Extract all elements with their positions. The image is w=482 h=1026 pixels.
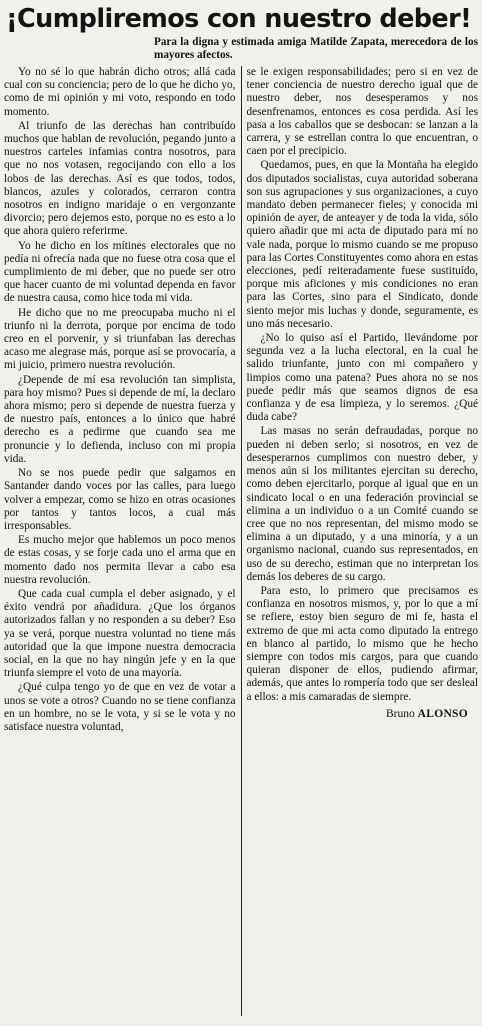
- paragraph: Al triunfo de las derechas han contribuído muchos que hablan de revolución, pegando junto a nuestros carteles infamias contra nosotros, para que no nos votasen, regocijando con ello a los lobos de las derechas. Así es que todos, todos, blancos, azules y colorados, cerraron contra nosotros en indigno maridaje o en vergonzante divorcio; pero dejemos esto, porque no es esto a lo que ahora quiero referirme.: [4, 119, 236, 238]
- paragraph: Las masas no serán defraudadas, porque no pueden ni deben serlo; si nosotros, en vez de desesperarnos cumplimos con nuestro deber, y menos aún si los militantes ejercitan su derecho, como deben ejercitarlo, porque al igual que en un sindicato local o en una federación provincial se elimina a un individuo o a un Comité cuando se cree que no nos representan, del mismo modo se elimina a un diputado, y a una minoría, y a un organismo nacional, cuando sus representados, en uso de su derecho, estiman que no interpretan los demás los deberes de su cargo.: [246, 425, 478, 583]
- column-divider: [241, 66, 242, 1016]
- article-dedication: Para la digna y estimada amiga Matilde Zapata, merecedora de los mayores afectos.: [154, 36, 478, 61]
- paragraph: Es mucho mejor que hablemos un poco menos de estas cosas, y se forje cada uno el arma que en momento dado nos permita llevar a cabo esa nuestra revolución.: [4, 534, 236, 586]
- author-first-name: Bruno: [386, 707, 415, 720]
- paragraph: Para esto, lo primero que precisamos es confianza en nosotros mismos, y, por lo que a mí se refiere, estoy bien seguro de mi fe, hasta el extremo de que mi acta como diputado la entrego en blanco al partido, lo mismo que he hecho siempre con todos mis cargos, para que cuando quieran disponer de ellos, pudiendo afirmar, además, que antes lo rompería todo que ser desleal a ellos: a mis camaradas de siempre.: [246, 584, 478, 703]
- paragraph: No se nos puede pedir que salgamos en Santander dando voces por las calles, para luego volver a empezar, como se hizo en otras ocasiones por tantos y tantos locos, a cual más irresponsables.: [4, 467, 236, 532]
- left-column: [4, 66, 236, 1026]
- paragraph: Quedamos, pues, en que la Montaña ha elegido dos diputados socialistas, cuya autoridad soberana son sus agrupaciones y sus organizaciones, a cuyo mandato deben permanecer fieles; y conocida mi opinión de ayer, de anteayer y de toda la vida, sólo quiero añadir que mi acta de diputado para mí no vale nada, porque lo mismo cuando se me propuso para las Cortes Constituyentes como ahora en estas elecciones, pedí reiteradamente fuese sustituído, porque mis aficiones y mis condiciones no eran para las Cortes, sino para el Sindicato, donde siento mejor mis luchas y donde, seguramente, es uno más necesario.: [246, 159, 478, 330]
- author-surname: ALONSO: [417, 707, 468, 720]
- paragraph: He dicho que no me preocupaba mucho ni el triunfo ni la derrota, porque por encima de todo creo en el porvenir, y si triunfaban las derechas acaso me alegrase más, porque así se provocaría, a mi juicio, primero nuestra revolución.: [4, 306, 236, 372]
- article-headline: ¡Cumpliremos con nuestro deber!: [6, 4, 472, 34]
- paragraph: ¿Qué culpa tengo yo de que en vez de votar a unos se vote a otros? Cuando no se tiene confianza en un hombre, no se le vota, y si se le vota y no satisface nuestra voluntad,: [4, 681, 236, 733]
- article-columns: [4, 66, 478, 1026]
- paragraph: se le exigen responsabilidades; pero si en vez de tener conciencia de nuestro derecho igual que de nuestro deber, nos desesperamos y nos desenfrenamos, entonces es cosa perdida. Así les pasa a los caballos que se desbocan: se lanzan a la carrera, y se estrellan contra lo que encuentran, o caen por el precipicio.: [246, 66, 478, 158]
- paragraph: Que cada cual cumpla el deber asignado, y el éxito vendrá por añadidura. ¿Que los órganos autorizados fallan y no responden a su deber? Eso ya se verá, porque nuestra voluntad no tiene más autoridad que la que impone nuestra democracia social, en la que no hay ningún jefe y en la que triunfa siempre el voto de una mayoría.: [4, 587, 236, 680]
- paragraph: ¿No lo quiso así el Partido, llevándome por segunda vez a la lucha electoral, en la cual he salido triunfante, junto con mi compañero y limpios como una patena? Pues ahora no se nos puede pedir más que seamos dignos de esa confianza y de esa limpieza, y lo seremos. ¿Qué duda cabe?: [246, 332, 478, 424]
- paragraph: Yo he dicho en los mítines electorales que no pedía ni ofrecía nada que no fuese otra cosa que el cumplimiento de mi deber, que no puede ser otro que hacer cuanto de mi voluntad dependa en favor de nuestra causa, como hice toda mi vida.: [4, 239, 236, 305]
- paragraph: ¿Depende de mí esa revolución tan simplista, para hoy mismo? Pues si depende de mí, la declaro ahora mismo; pero si depende de nuestra fuerza y de nuestro país, entonces a lo único que habré derecho es a pedirme que cuando sea me pronuncie y lo defienda, incluso con mi propia vida.: [4, 373, 236, 465]
- right-column: [247, 66, 479, 1026]
- paragraph: Yo no sé lo que habrán dicho otros; allá cada cual con su conciencia; pero de lo que he dicho yo, como de mi opinión y mi voto, respondo en todo momento.: [4, 66, 236, 118]
- author-signature: [247, 708, 479, 721]
